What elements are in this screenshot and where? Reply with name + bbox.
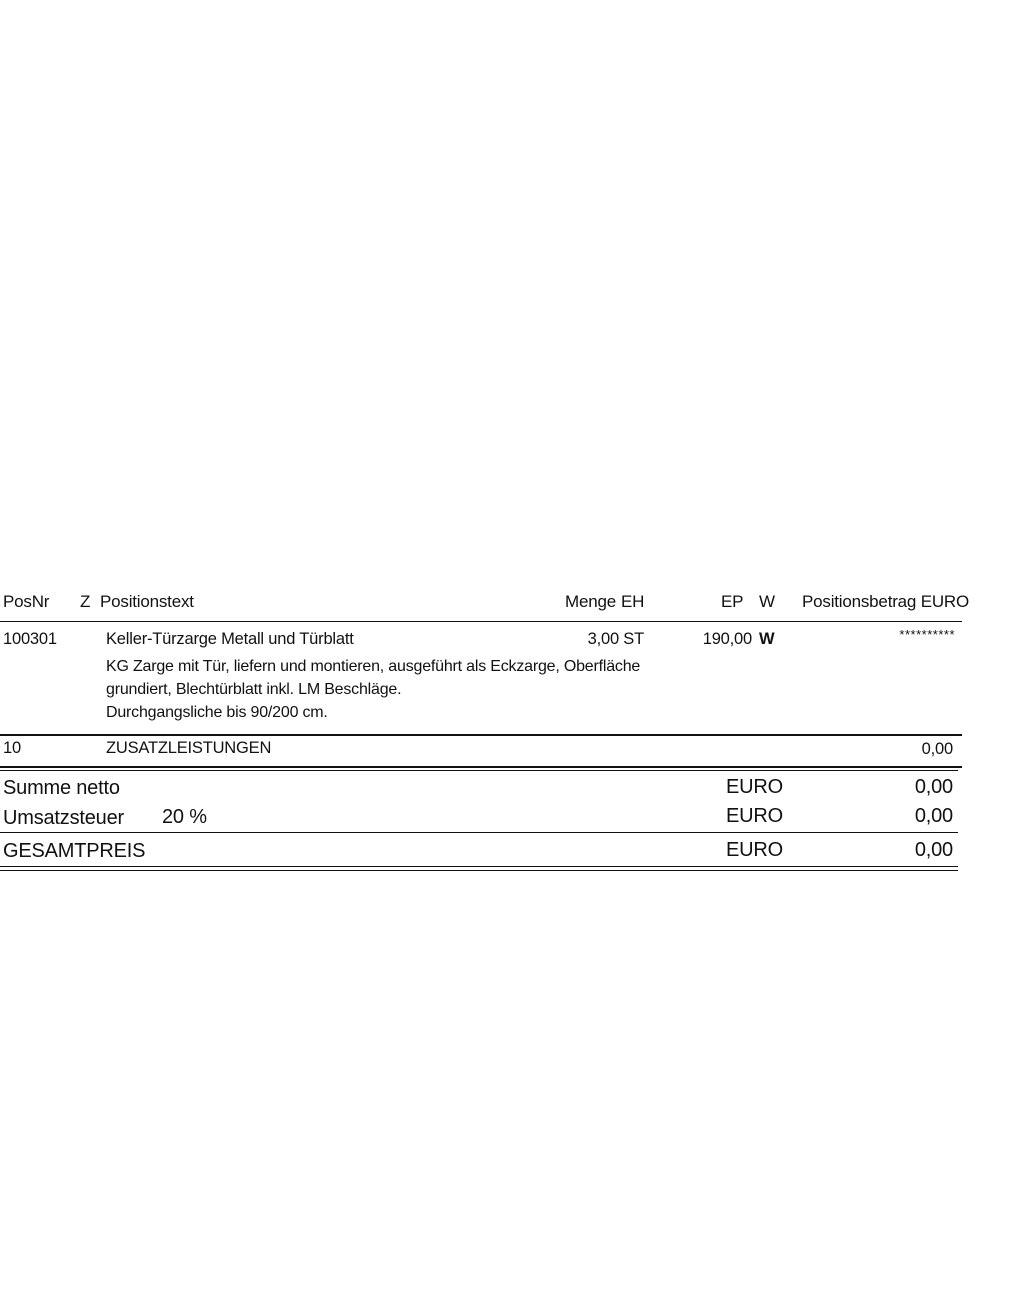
header-ep: EP [721, 592, 744, 611]
gesamtpreis-rule-bottom [0, 870, 958, 871]
header-positionstext: Positionstext [100, 592, 194, 611]
group-title: ZUSATZLEISTUNGEN [106, 739, 272, 757]
description-line: Durchgangsliche bis 90/200 cm. [106, 704, 328, 721]
header-z: Z [80, 592, 91, 611]
gesamtpreis-amount: 0,00 [914, 839, 953, 861]
position-ep: 190,00 [702, 630, 752, 648]
group-rule-bottom [0, 770, 958, 771]
gesamtpreis-rule-top [0, 866, 958, 867]
summe-netto-currency: EURO [726, 776, 783, 798]
umsatzsteuer-rate: 20 % [162, 806, 207, 828]
position-title: Keller-Türzarge Metall und Türblatt [106, 630, 354, 648]
header-eh: EH [621, 592, 645, 611]
gesamtpreis-currency: EURO [726, 839, 783, 861]
summe-netto-label: Summe netto [3, 777, 120, 799]
header-positionsbetrag: Positionsbetrag EURO [802, 592, 970, 611]
summary-rule [0, 832, 958, 833]
umsatzsteuer-amount: 0,00 [914, 805, 953, 827]
position-rule [0, 734, 962, 736]
group-nr: 10 [3, 739, 21, 757]
summe-netto-amount: 0,00 [914, 776, 953, 798]
header-menge: Menge [565, 592, 616, 611]
gesamtpreis-label: GESAMTPREIS [3, 840, 146, 862]
group-rule-top [0, 766, 962, 768]
header-posnr: PosNr [3, 592, 50, 611]
description-line: grundiert, Blechtürblatt inkl. LM Beschläge. [106, 681, 402, 698]
header-rule [0, 621, 962, 622]
group-amount: 0,00 [921, 740, 953, 758]
position-menge-eh: 3,00 ST [587, 630, 644, 648]
umsatzsteuer-currency: EURO [726, 805, 783, 827]
position-w: W [759, 630, 775, 648]
position-betrag: ********** [899, 627, 955, 642]
description-line: KG Zarge mit Tür, liefern und montieren, ausgeführt als Eckzarge, Oberfläche [106, 658, 641, 675]
umsatzsteuer-label: Umsatzsteuer [3, 807, 124, 829]
header-w: W [759, 592, 775, 611]
position-posnr: 100301 [3, 630, 57, 648]
position-description [106, 655, 640, 724]
